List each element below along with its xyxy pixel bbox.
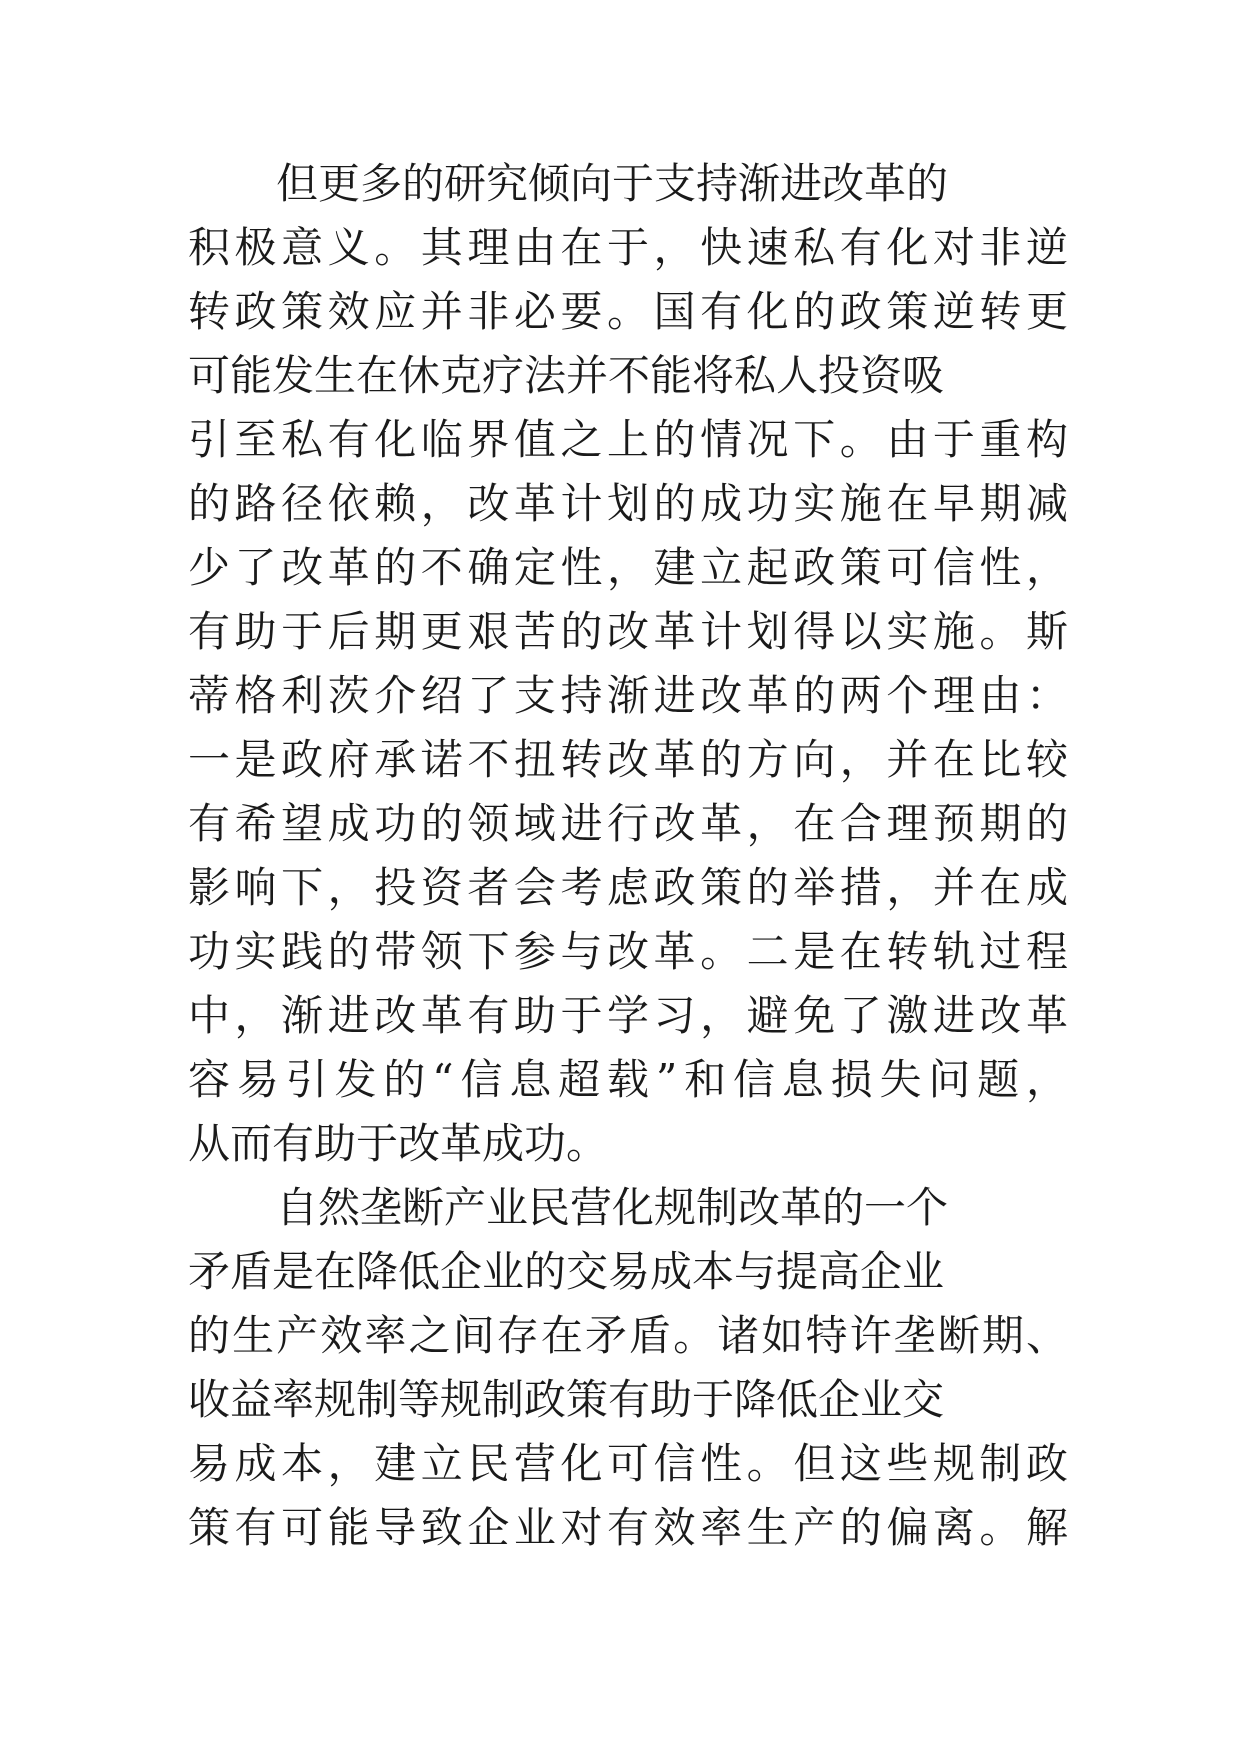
text-line: 引至私有化临界值之上的情况下。由于重构: [188, 415, 1068, 464]
text-line: 的路径依赖，改革计划的成功实施在早期减: [188, 479, 1068, 528]
text-line: 转政策效应并非必要。国有化的政策逆转更: [188, 287, 1068, 336]
text-line: 容易引发的“信息超载”和信息损失问题，: [188, 1055, 1068, 1104]
text-line: 积极意义。其理由在于，快速私有化对非逆: [188, 223, 1068, 272]
text-line: 易成本，建立民营化可信性。但这些规制政: [188, 1439, 1068, 1488]
document-body: [188, 152, 1068, 1560]
text-line: 一是政府承诺不扭转改革的方向，并在比较: [188, 735, 1068, 784]
text-line: 可能发生在休克疗法并不能将私人投资吸: [188, 351, 945, 400]
text-line: 蒂格利茨介绍了支持渐进改革的两个理由：: [188, 671, 1068, 720]
text-line: 但更多的研究倾向于支持渐进改革的: [276, 159, 949, 208]
text-line: 的生产效率之间存在矛盾。诸如特许垄断期、: [188, 1311, 1068, 1360]
paragraph-1: [188, 152, 1068, 1176]
text-line: 策有可能导致企业对有效率生产的偏离。解: [188, 1503, 1068, 1552]
text-line: 有助于后期更艰苦的改革计划得以实施。斯: [188, 607, 1068, 656]
text-line: 自然垄断产业民营化规制改革的一个: [276, 1183, 949, 1232]
text-line: 从而有助于改革成功。: [188, 1119, 609, 1168]
text-line: 有希望成功的领域进行改革，在合理预期的: [188, 799, 1068, 848]
text-line: 功实践的带领下参与改革。二是在转轨过程: [188, 927, 1068, 976]
paragraph-2: [188, 1176, 1068, 1560]
text-line: 中，渐进改革有助于学习，避免了激进改革: [188, 991, 1068, 1040]
text-line: 矛盾是在降低企业的交易成本与提高企业: [188, 1247, 945, 1296]
text-line: 影响下，投资者会考虑政策的举措，并在成: [188, 863, 1068, 912]
text-line: 收益率规制等规制政策有助于降低企业交: [188, 1375, 945, 1424]
text-line: 少了改革的不确定性，建立起政策可信性，: [188, 543, 1068, 592]
